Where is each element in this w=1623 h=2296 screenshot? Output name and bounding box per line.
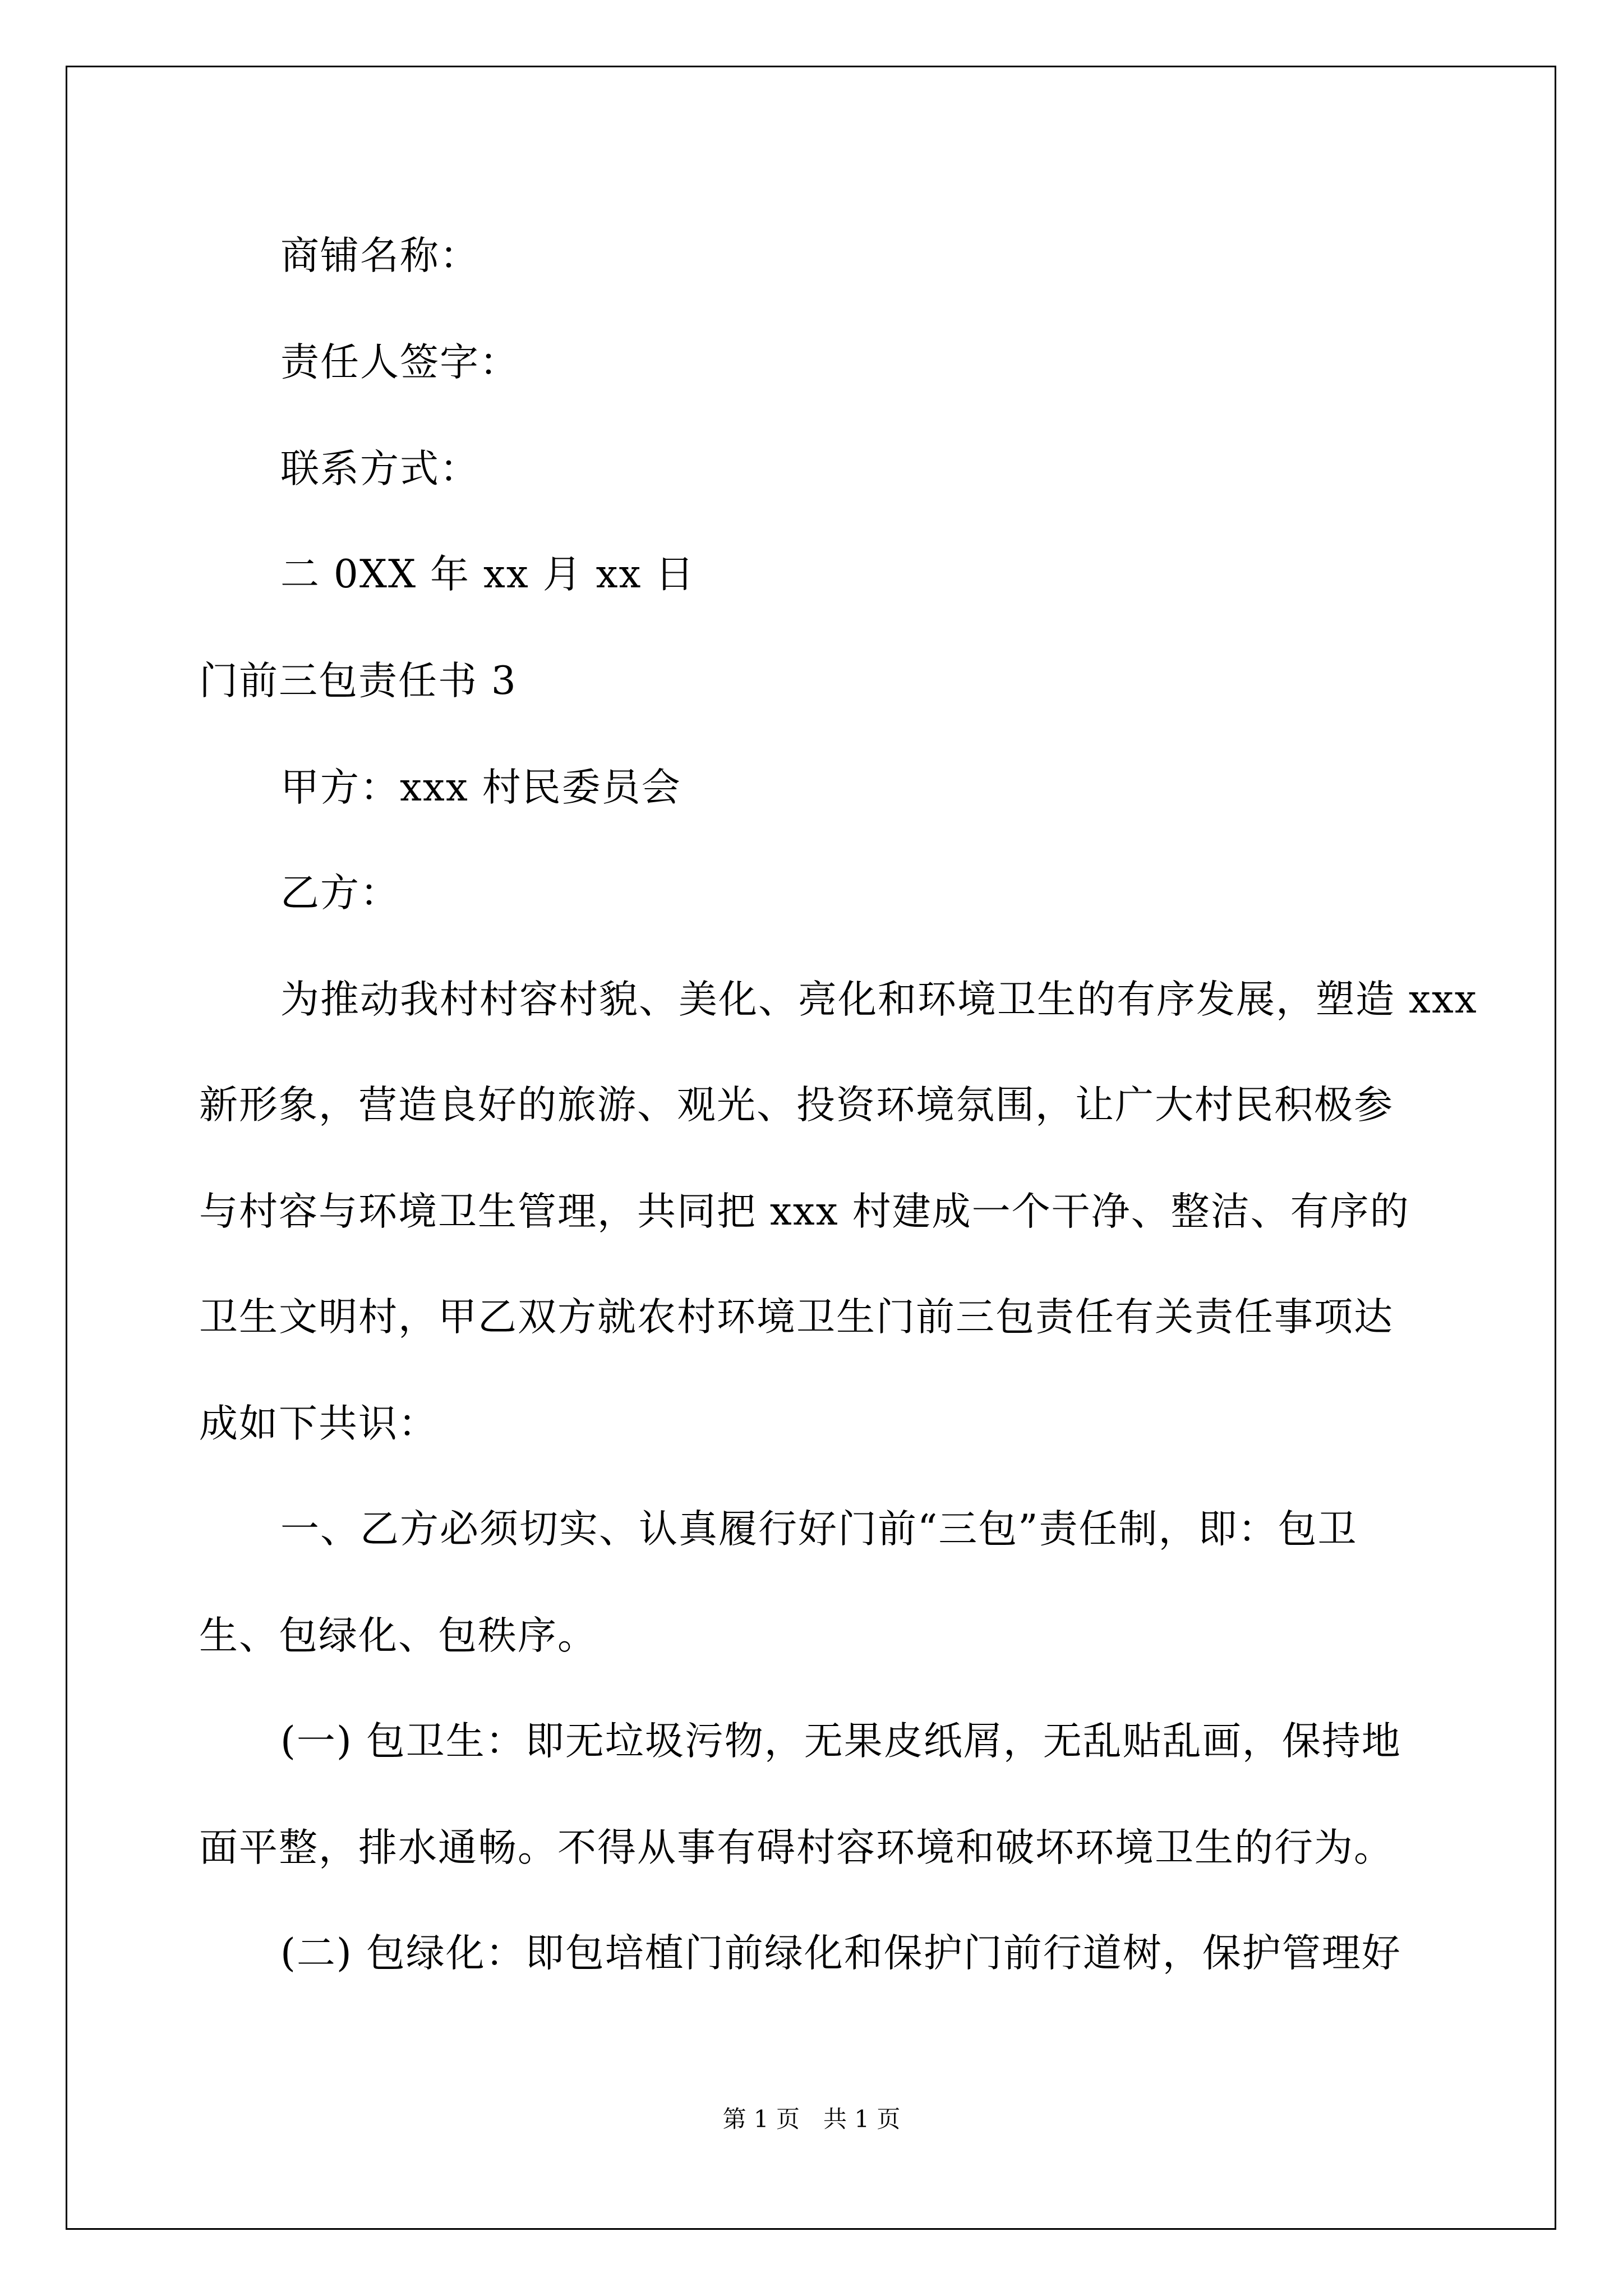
page-border: [66, 66, 1556, 2230]
paragraph-line: 新形象，营造良好的旅游、观光、投资环境氛围，让广大村民积极参: [199, 1083, 1394, 1128]
paragraph-line: 卫生文明村，甲乙双方就农村环境卫生门前三包责任有关责任事项达: [199, 1295, 1394, 1340]
sub-clause-line: 面平整，排水通畅。不得从事有碍村容环境和破坏环境卫生的行为。: [199, 1825, 1394, 1870]
paragraph-line: 与村容与环境卫生管理，共同把 xxx 村建成一个干净、整洁、有序的: [199, 1189, 1410, 1234]
party-b: 乙方：: [280, 871, 400, 915]
contact-field: 联系方式：: [280, 447, 479, 491]
sub-clause-line: (一) 包卫生：即无垃圾污物，无果皮纸屑，无乱贴乱画，保持地: [280, 1719, 1401, 1764]
paragraph-line: 成如下共识：: [199, 1401, 438, 1446]
sub-clause-line: (二) 包绿化：即包培植门前绿化和保护门前行道树，保护管理好: [280, 1931, 1401, 1976]
clause-line: 生、包绿化、包秩序。: [199, 1613, 597, 1658]
section-title: 门前三包责任书 3: [199, 659, 517, 703]
signature-field: 责任人签字：: [280, 340, 519, 385]
page-footer: 第 1 页 共 1 页: [722, 2105, 901, 2133]
date-line: 二 0XX 年 xx 月 xx 日: [280, 552, 695, 597]
paragraph-line: 为推动我村村容村貌、美化、亮化和环境卫生的有序发展，塑造 xxx: [280, 977, 1478, 1022]
party-a: 甲方：xxx 村民委员会: [280, 765, 681, 810]
shop-name-field: 商铺名称：: [280, 233, 479, 278]
clause-line: 一、乙方必须切实、认真履行好门前“三包”责任制，即：包卫: [280, 1507, 1358, 1552]
